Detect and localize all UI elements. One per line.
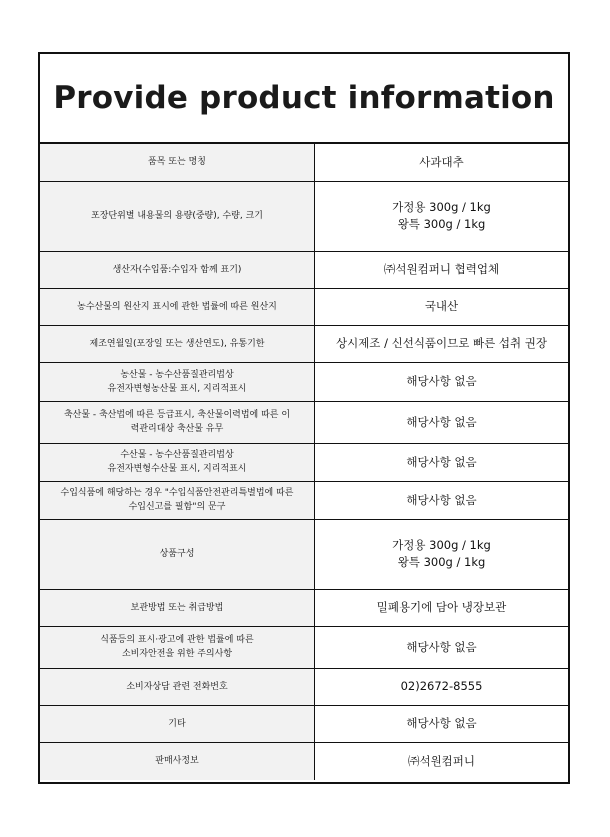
title-box: [40, 54, 568, 144]
row-label: 소비자상담 관련 전화번호: [40, 668, 315, 705]
table-row: [40, 742, 568, 780]
row-label: 수산물 - 농수산품질관리법상 유전자변형수산물 표시, 지리적표시: [40, 443, 315, 481]
row-value: 해당사항 없음: [315, 362, 569, 401]
row-value: 해당사항 없음: [315, 705, 569, 742]
row-value: 가정용 300g / 1kg 왕특 300g / 1kg: [315, 519, 569, 589]
table-row: [40, 626, 568, 668]
row-label: 상품구성: [40, 519, 315, 589]
row-value: 해당사항 없음: [315, 626, 569, 668]
product-info-table: [40, 144, 568, 780]
row-value: 해당사항 없음: [315, 401, 569, 443]
table-row: [40, 325, 568, 362]
row-value: 해당사항 없음: [315, 443, 569, 481]
table-row: [40, 443, 568, 481]
row-label: 포장단위별 내용물의 용량(중량), 수량, 크기: [40, 181, 315, 251]
row-label: 식품등의 표시·광고에 관한 법률에 따른 소비자안전을 위한 주의사항: [40, 626, 315, 668]
table-row: [40, 288, 568, 325]
row-value: 상시제조 / 신선식품이므로 빠른 섭취 권장: [315, 325, 569, 362]
table-row: [40, 519, 568, 589]
row-value: ㈜석원컴퍼니 협력업체: [315, 251, 569, 288]
table-row: [40, 668, 568, 705]
row-value: 밀폐용기에 담아 냉장보관: [315, 589, 569, 626]
table-body: [40, 144, 568, 780]
product-info-sheet: [38, 52, 570, 784]
row-value: ㈜석원컴퍼니: [315, 742, 569, 780]
table-row: [40, 144, 568, 181]
row-label: 수입식품에 해당하는 경우 "수입식품안전관리특별법에 따른 수입신고를 필함"의 문구: [40, 481, 315, 519]
row-label: 품목 또는 명칭: [40, 144, 315, 181]
row-label: 판매사정보: [40, 742, 315, 780]
row-label: 축산물 - 축산법에 따른 등급표시, 축산물이력법에 따른 이 력관리대상 축산물 유무: [40, 401, 315, 443]
table-row: [40, 589, 568, 626]
row-label: 제조연월일(포장일 또는 생산연도), 유통기한: [40, 325, 315, 362]
table-row: [40, 705, 568, 742]
page-title: Provide product information: [53, 80, 555, 116]
row-value: 해당사항 없음: [315, 481, 569, 519]
table-row: [40, 401, 568, 443]
row-label: 생산자(수입품:수입자 함께 표기): [40, 251, 315, 288]
table-row: [40, 481, 568, 519]
row-value: 사과대추: [419, 154, 464, 169]
table-row: [40, 181, 568, 251]
row-label: 보관방법 또는 취급방법: [40, 589, 315, 626]
row-value: 가정용 300g / 1kg 왕특 300g / 1kg: [315, 181, 569, 251]
row-value: 국내산: [315, 288, 569, 325]
table-row: [40, 251, 568, 288]
row-label: 농산물 - 농수산품질관리법상 유전자변형농산물 표시, 지리적표시: [40, 362, 315, 401]
row-label: 농수산물의 원산지 표시에 관한 법률에 따른 원산지: [40, 288, 315, 325]
table-row: [40, 362, 568, 401]
row-label: 기타: [40, 705, 315, 742]
row-value: 02)2672-8555: [315, 668, 569, 705]
